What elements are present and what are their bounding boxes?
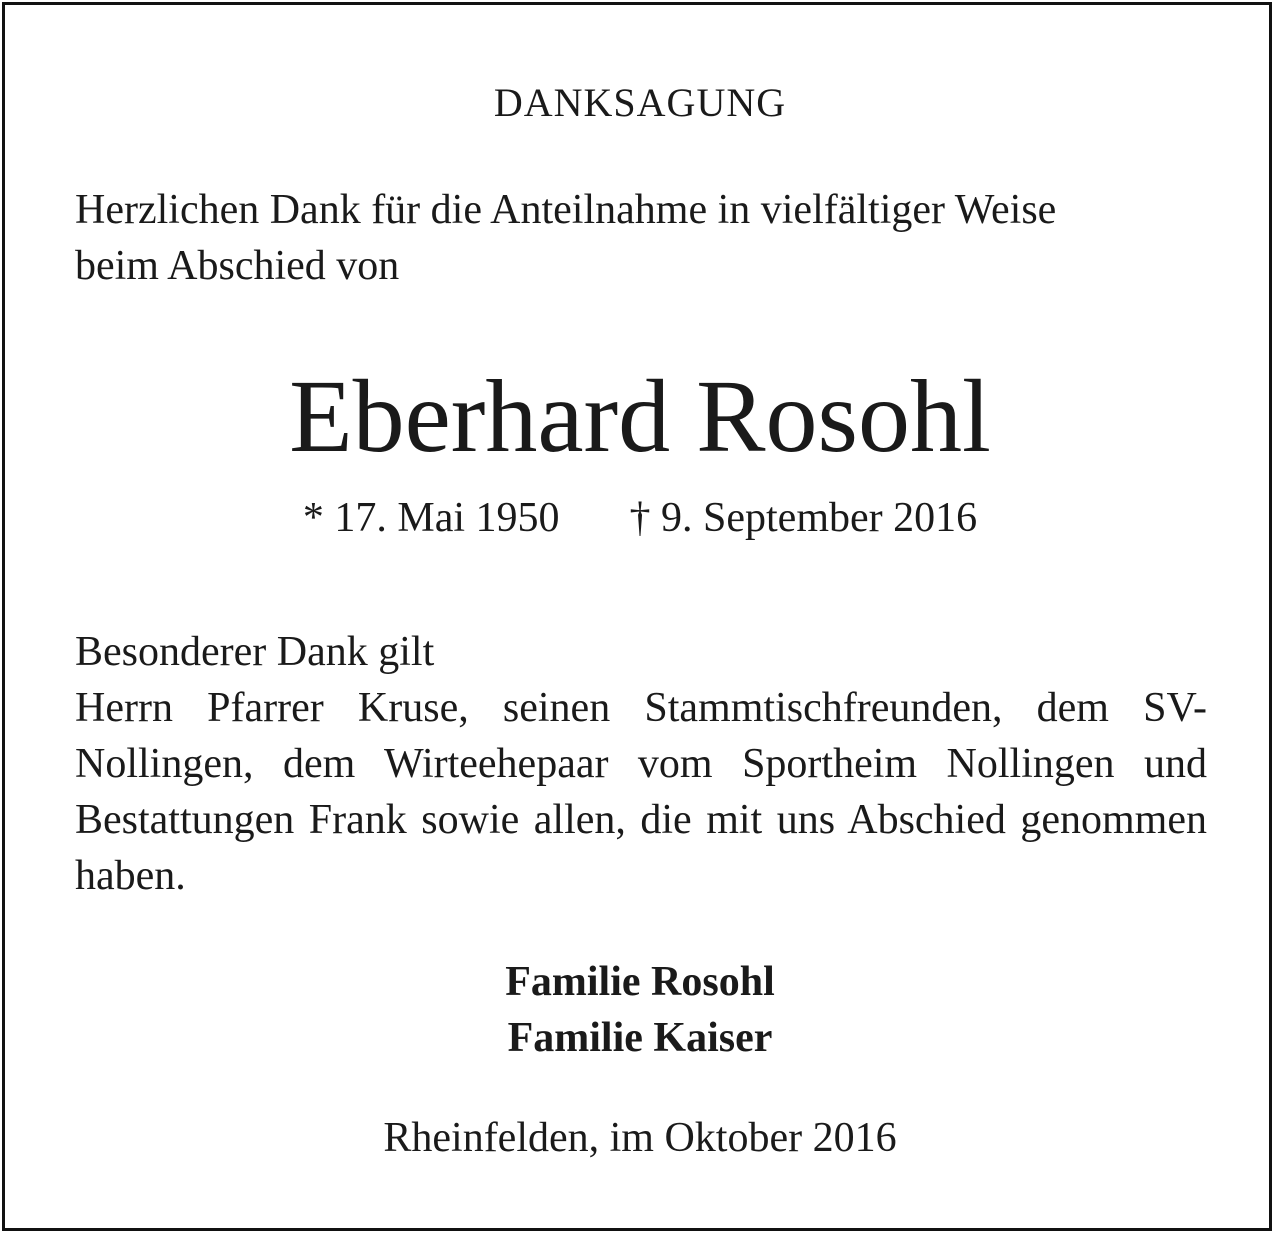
intro-line-1: Herzlichen Dank für die Anteilnahme in vielfältiger Weise [75, 187, 1057, 233]
signatories [0, 954, 1280, 1066]
life-dates [0, 490, 1280, 546]
family-rosohl: Familie Rosohl [505, 959, 775, 1005]
notice-heading: DANKSAGUNG [493, 80, 787, 125]
intro-line-2: beim Abschied von [75, 243, 400, 289]
intro-text [75, 182, 1207, 294]
family-kaiser: Familie Kaiser [507, 1015, 773, 1061]
special-thanks-body: Herrn Pfarrer Kruse, seinen Stammtischfreunden, dem SV-Nollingen, dem Wirteehepaar vom Sportheim Nollingen und Bestattungen Frank sowie allen, die mit uns Abschied genommen haben. [75, 685, 1207, 899]
special-thanks [75, 624, 1207, 904]
birth-date: * 17. Mai 1950 [302, 495, 560, 541]
deceased-name: Eberhard Rosohl [289, 359, 991, 474]
place-and-date: Rheinfelden, im Oktober 2016 [383, 1115, 897, 1161]
special-thanks-lead: Besonderer Dank gilt [75, 629, 435, 675]
death-date: † 9. September 2016 [629, 495, 978, 541]
